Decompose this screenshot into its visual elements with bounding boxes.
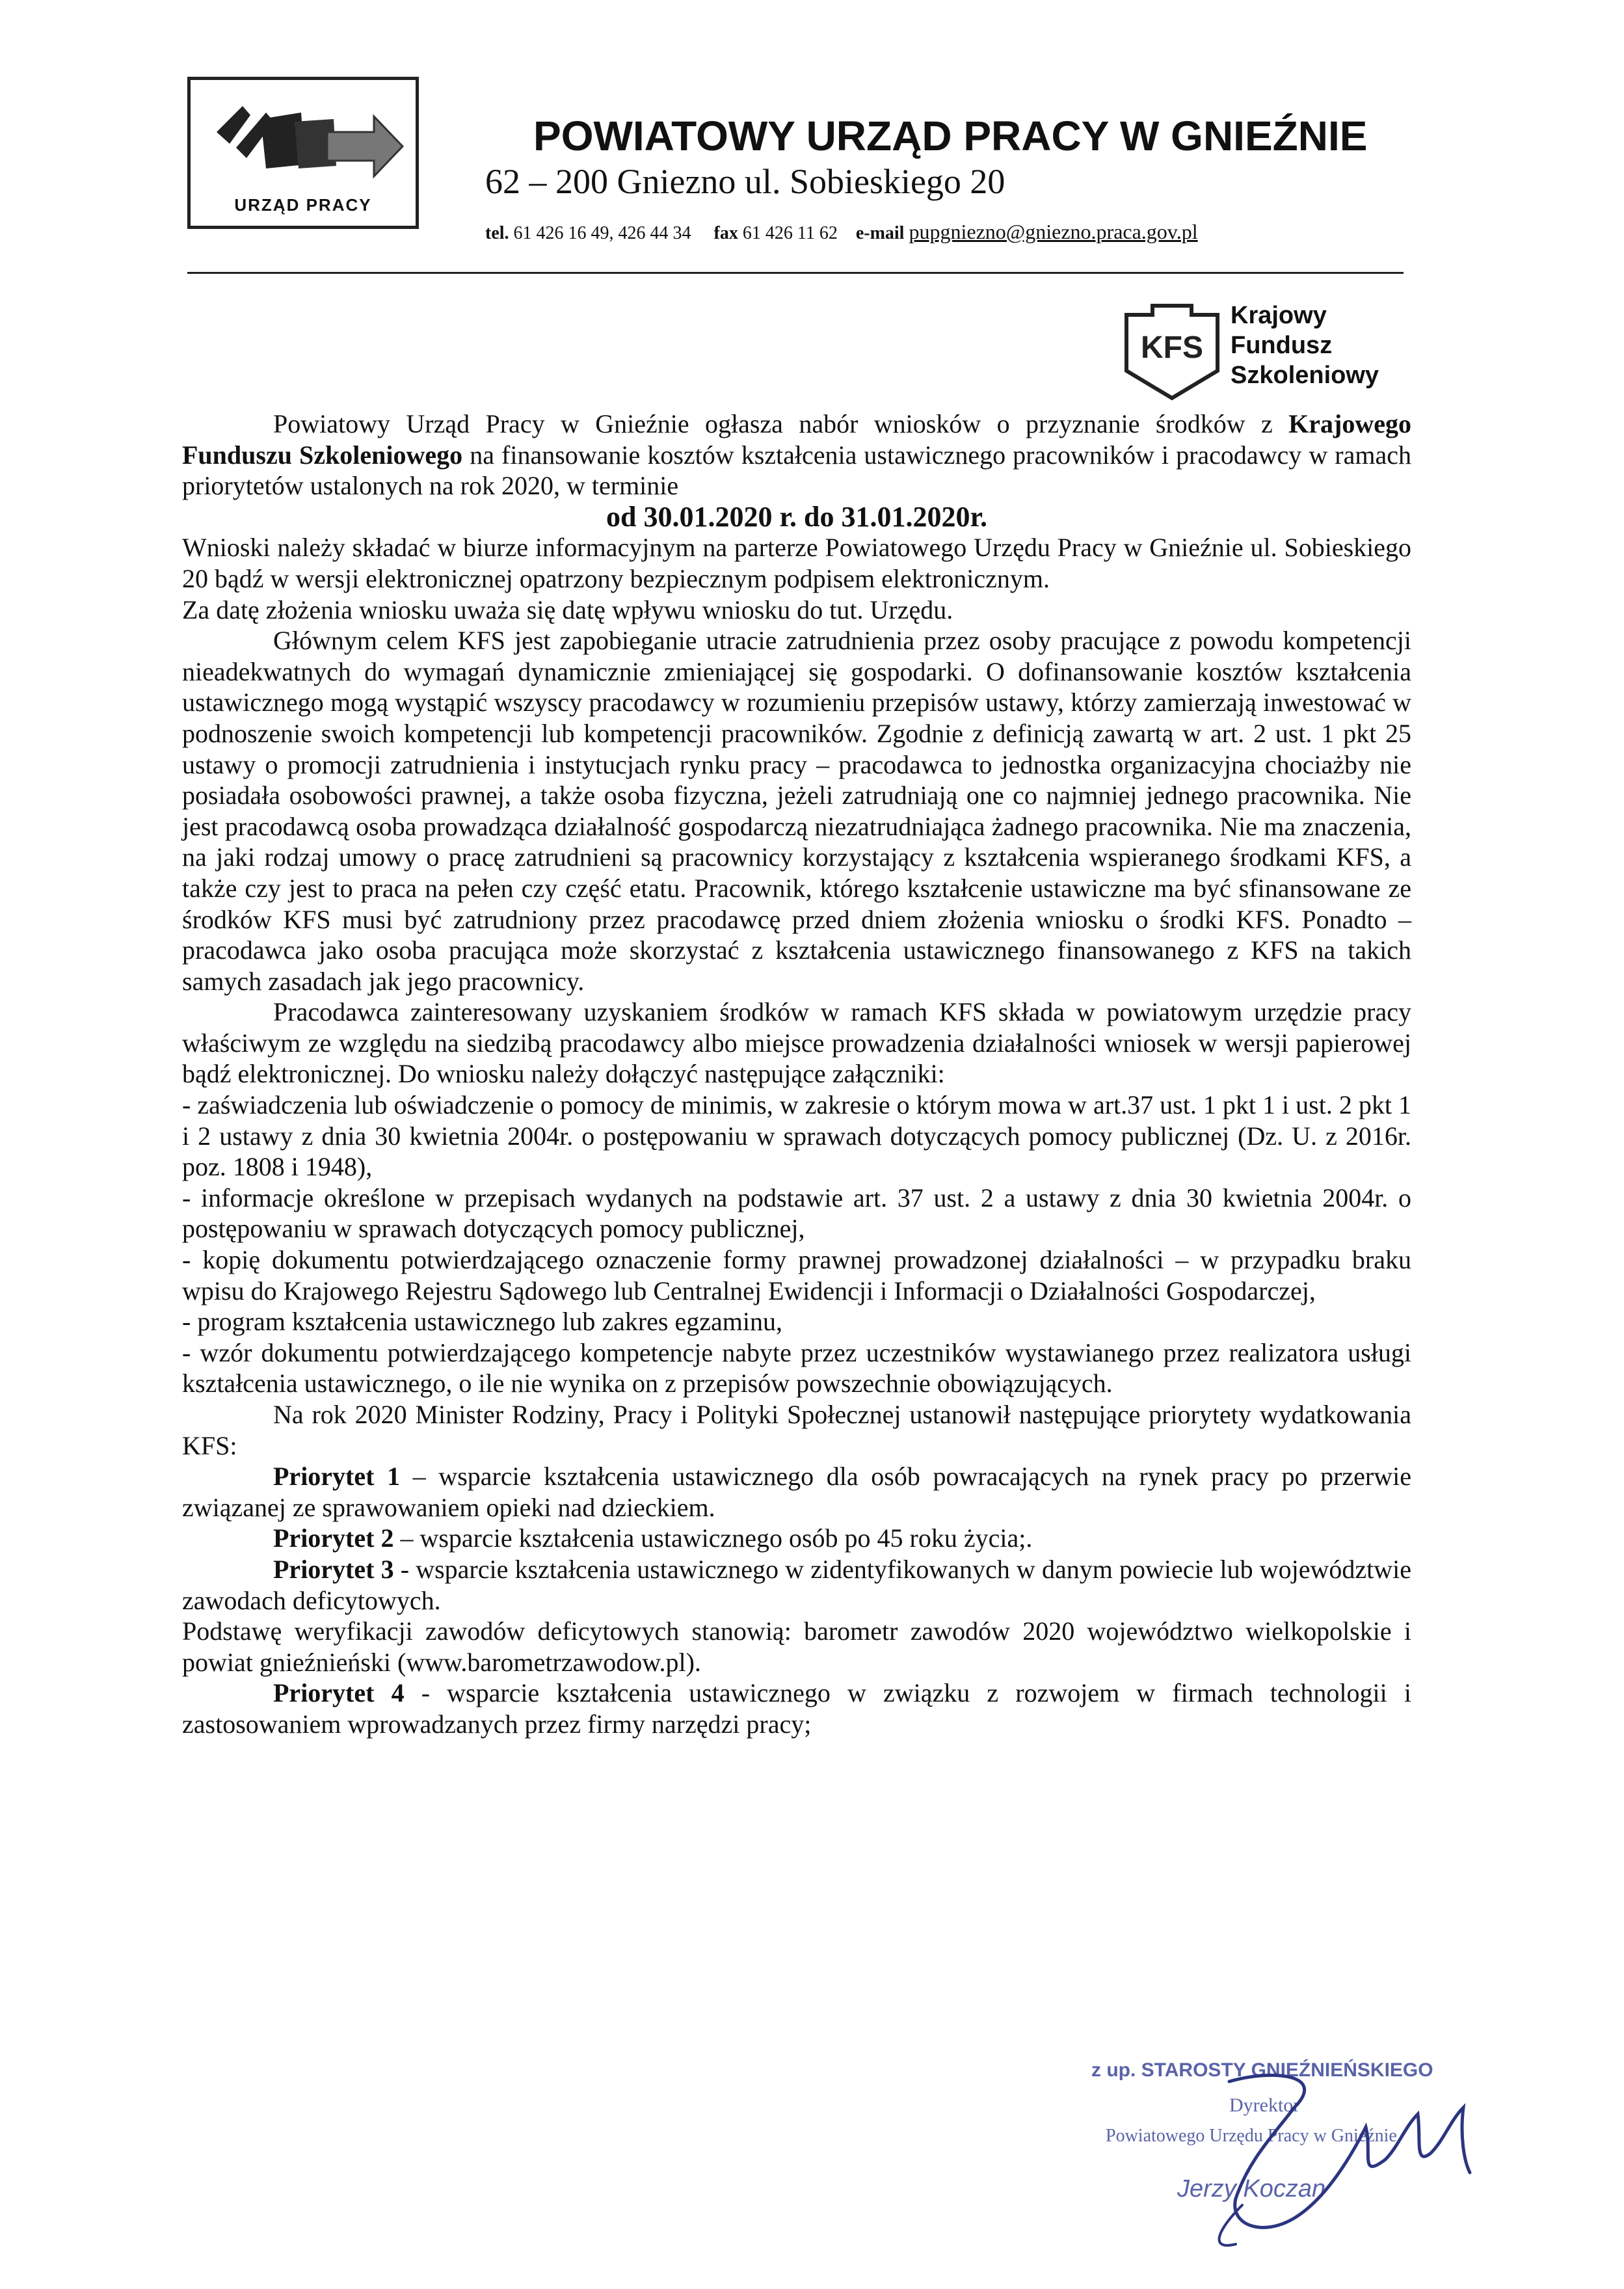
goal-paragraph: Głównym celem KFS jest zapobieganie utracie zatrudnienia przez osoby pracujące z powodu kompetencji nieadekwatnych do wymagań dynamicznie zmieniającej się gospodarki. O dofinansowanie kosztów kształcenia ustawicznego mogą wystąpić wszyscy pracodawcy w rozumieniu przepisów ustawy, którzy zamierzają inwestować w podnoszenie swoich kompetencji lub kompetencji pracowników. Zgodnie z definicją zawartą w art. 2 ust. 1 pkt 25 ustawy o promocji zatrudnienia i instytucjach rynku pracy – pracodawca to jednostka organizacyjna chociażby nie posiadała osobowości prawnej, a także osoba fizyczna, jeżeli zatrudniają one co najmniej jednego pracownika. Nie jest pracodawcą osoba prowadząca działalność gospodarczą niezatrudniająca żadnego pracownika. Nie ma znaczenia, na jaki rodzaj umowy o pracę zatrudnieni są pracownicy korzystający z kształcenia wspieranego środkami KFS, a także czy jest to praca na pełen czy część etatu. Pracownik, którego kształcenie ustawiczne ma być sfinansowane ze środków KFS musi być zatrudniony przez pracodawcę przed dniem złożenia wniosku o środki KFS. Ponadto – pracodawca jako osoba pracująca może skorzystać z kształcenia ustawicznego finansowanego z KFS na takich samych zasadach jak jego pracownicy. (182, 626, 1411, 996)
deadline: od 30.01.2020 r. do 31.01.2020r. (606, 500, 987, 533)
employer-paragraph: Pracodawca zainteresowany uzyskaniem środków w ramach KFS składa w powiatowym urzędzie pracy właściwym ze względu na siedzibą pracodawcy albo miejsce prowadzenia działalności wniosek w wersji papierowej bądź elektronicznej. Do wniosku należy dołączyć następujące załączniki: (182, 997, 1411, 1089)
submission-info: Wnioski należy składać w biurze informacyjnym na parterze Powiatowego Urzędu Pracy w Gnieźnie ul. Sobieskiego 20 bądź w wersji elektronicznej opatrzony bezpiecznym podpisem elektronicznym. (182, 533, 1411, 593)
priorities-intro: Na rok 2020 Minister Rodziny, Pracy i Polityki Społecznej ustanowił następujące priorytety wydatkowania KFS: (182, 1400, 1411, 1460)
kfs-line-2: Fundusz (1231, 332, 1333, 359)
handwritten-signature-icon (1080, 2055, 1496, 2251)
kfs-name (1231, 301, 1379, 390)
email-link[interactable]: pupgniezno@gniezno.praca.gov.pl (909, 220, 1198, 243)
attachment-item: - kopię dokumentu potwierdzającego oznaczenie formy prawnej prowadzonej działalności – w przypadku braku wpisu do Krajowego Rejestru Sądowego lub Centralnej Ewidencji i Informacji o Działalności Gospodarczej, (182, 1245, 1411, 1305)
stamp-authority: z up. STAROSTY GNIEŹNIEŃSKIEGO (1091, 2059, 1433, 2081)
stamp-title: Dyrektor (1229, 2095, 1300, 2116)
email-label: e-mail (855, 223, 905, 243)
attachment-item: - informacje określone w przepisach wydanych na podstawie art. 37 ust. 2 a ustawy z dnia 30 kwietnia 2004r. o postępowaniu w sprawach dotyczących pomocy publicznej, (182, 1183, 1411, 1244)
announcement-body (182, 408, 1411, 1740)
date-note: Za datę złożenia wniosku uważa się datę wpływu wniosku do tut. Urzędu. (182, 595, 953, 624)
kfs-shield-icon (1120, 301, 1224, 405)
verification-note: Podstawę weryfikacji zawodów deficytowych stanowią: barometr zawodów 2020 województwo wielkopolskie i powiat gnieźnieński (www.barometrzawodow.pl). (182, 1616, 1411, 1677)
hands-arrow-logo-icon (204, 93, 409, 191)
office-address: 62 – 200 Gniezno ul. Sobieskiego 20 (485, 162, 1005, 201)
logo-caption: URZĄD PRACY (234, 195, 372, 215)
stamp-office: Powiatowego Urzędu Pracy w Gnieźnie (1106, 2126, 1397, 2146)
priority-item: Priorytet 2 – wsparcie kształcenia ustawicznego osób po 45 roku życia;. (273, 1523, 1033, 1553)
fund-name: Krajowego Funduszu Szkoleniowego (182, 409, 1411, 470)
kfs-line-3: Szkoleniowy (1231, 362, 1379, 389)
attachment-item: - zaświadczenia lub oświadczenie o pomocy de minimis, w zakresie o którym mowa w art.37 ust. 1 pkt 1 i ust. 2 pkt 1 i 2 ustawy z dnia 30 kwietnia 2004r. o postępowaniu w sprawach dotyczących pomocy publicznej (Dz. U. z 2016r. poz. 1808 i 1948), (182, 1090, 1411, 1182)
signature-stamp (1080, 2055, 1496, 2251)
stamp-name: Jerzy Koczan (1177, 2175, 1326, 2202)
header-divider (187, 272, 1404, 274)
kfs-line-1: Krajowy (1231, 302, 1327, 329)
urzad-pracy-logo (187, 77, 419, 229)
office-title: POWIATOWY URZĄD PRACY W GNIEŹNIE (533, 113, 1368, 159)
fax-label: fax (713, 223, 738, 243)
office-contact (485, 220, 1198, 244)
priority-item: Priorytet 4 - wsparcie kształcenia ustawicznego w związku z rozwojem w firmach technologii i zastosowaniem wprowadzanych przez firmy narzędzi pracy; (182, 1678, 1411, 1739)
kfs-abbr: KFS (1141, 330, 1203, 365)
priority-item: Priorytet 3 - wsparcie kształcenia ustawicznego w zidentyfikowanych w danym powiecie lub województwie zawodach deficytowych. (182, 1554, 1412, 1615)
attachment-item: - program kształcenia ustawicznego lub zakres egzaminu, (182, 1307, 782, 1337)
priority-item: Priorytet 1 – wsparcie kształcenia ustawicznego dla osób powracających na rynek pracy po przerwie związanej ze sprawowaniem opieki nad dzieckiem. (182, 1462, 1412, 1522)
fax-value: 61 426 11 62 (742, 223, 838, 243)
tel-label: tel. (485, 223, 509, 243)
intro-paragraph: Powiatowy Urząd Pracy w Gnieźnie ogłasza nabór wniosków o przyznanie środków z Krajowego Funduszu Szkoleniowego na finansowanie kosztów kształcenia ustawicznego pracowników i pracodawcy w ramach priorytetów ustalonych na rok 2020, w terminie (182, 409, 1411, 501)
attachment-item: - wzór dokumentu potwierdzającego kompetencje nabyte przez uczestników wystawianego przez realizatora usługi kształcenia ustawicznego, o ile nie wynika on z przepisów powszechnie obowiązujących. (182, 1337, 1411, 1399)
kfs-logo (1120, 301, 1393, 405)
tel-value: 61 426 16 49, 426 44 34 (513, 223, 691, 243)
